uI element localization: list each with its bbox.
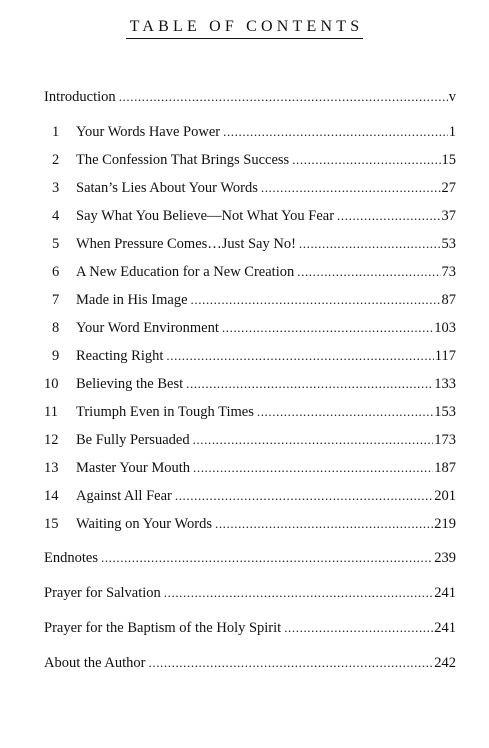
leader-dots bbox=[261, 179, 441, 197]
entry-title: Believing the Best bbox=[76, 376, 184, 392]
entry-title: Against All Fear bbox=[76, 488, 172, 504]
leader-dots bbox=[149, 654, 434, 672]
entry-title: Your Word Environment bbox=[76, 320, 219, 336]
entry-title: Be Fully Persuaded bbox=[76, 432, 190, 448]
entry-title: Say What You Believe—Not What You Fear bbox=[76, 208, 335, 224]
leader-dots bbox=[164, 584, 433, 602]
leader-dots bbox=[193, 431, 434, 449]
toc-entry-prayer-salvation[interactable] bbox=[44, 582, 456, 602]
entry-page: 15 bbox=[441, 152, 456, 168]
toc-chapter-1[interactable] bbox=[44, 121, 456, 141]
entry-page: 187 bbox=[434, 460, 456, 476]
chapter-number: 13 bbox=[44, 460, 59, 476]
toc-chapter-10[interactable] bbox=[44, 373, 456, 393]
toc-entry-endnotes[interactable] bbox=[44, 547, 456, 567]
leader-dots bbox=[191, 291, 441, 309]
toc-chapter-4[interactable] bbox=[44, 205, 456, 225]
entry-page: 153 bbox=[434, 404, 456, 420]
entry-title: The Confession That Brings Success bbox=[76, 152, 290, 168]
entry-page: 53 bbox=[441, 236, 456, 252]
entry-page: 241 bbox=[434, 585, 456, 601]
entry-title: Waiting on Your Words bbox=[76, 516, 212, 532]
entry-title: Triumph Even in Tough Times bbox=[76, 404, 254, 420]
toc-chapter-6[interactable] bbox=[44, 261, 456, 281]
entry-page: 103 bbox=[434, 320, 456, 336]
toc-chapter-13[interactable] bbox=[44, 457, 456, 477]
entry-title: Reacting Right bbox=[76, 348, 164, 364]
entry-page: 117 bbox=[434, 348, 456, 364]
toc-chapter-12[interactable] bbox=[44, 429, 456, 449]
entry-title: Prayer for Salvation bbox=[44, 585, 161, 601]
entry-page: 133 bbox=[434, 376, 456, 392]
page-title bbox=[0, 18, 489, 39]
entry-title: Master Your Mouth bbox=[76, 460, 190, 476]
leader-dots bbox=[337, 207, 440, 225]
leader-dots bbox=[119, 88, 448, 106]
toc-entry-prayer-baptism[interactable] bbox=[44, 617, 456, 637]
leader-dots bbox=[292, 151, 440, 169]
entry-page: 37 bbox=[441, 208, 456, 224]
chapter-number: 3 bbox=[52, 180, 60, 196]
chapter-number: 6 bbox=[52, 264, 60, 280]
chapter-number: 2 bbox=[52, 152, 60, 168]
entry-page: 201 bbox=[434, 488, 456, 504]
toc-chapter-3[interactable] bbox=[44, 177, 456, 197]
entry-title: Made in His Image bbox=[76, 292, 188, 308]
chapter-number: 10 bbox=[44, 376, 59, 392]
entry-title: Your Words Have Power bbox=[76, 124, 221, 140]
toc-chapter-5[interactable] bbox=[44, 233, 456, 253]
leader-dots bbox=[299, 235, 441, 253]
leader-dots bbox=[284, 619, 433, 637]
entry-page: 239 bbox=[434, 550, 456, 566]
entry-title: Endnotes bbox=[44, 550, 98, 566]
entry-page: 73 bbox=[441, 264, 456, 280]
toc-chapter-15[interactable] bbox=[44, 513, 456, 533]
toc-chapter-14[interactable] bbox=[44, 485, 456, 505]
chapter-number: 4 bbox=[52, 208, 60, 224]
entry-page: v bbox=[448, 89, 456, 105]
entry-page: 87 bbox=[441, 292, 456, 308]
entry-page: 1 bbox=[448, 124, 456, 140]
toc-chapter-11[interactable] bbox=[44, 401, 456, 421]
leader-dots bbox=[186, 375, 433, 393]
chapter-number: 9 bbox=[52, 348, 60, 364]
chapter-number: 5 bbox=[52, 236, 60, 252]
leader-dots bbox=[193, 459, 433, 477]
leader-dots bbox=[297, 263, 440, 281]
chapter-number: 7 bbox=[52, 292, 60, 308]
leader-dots bbox=[257, 403, 433, 421]
leader-dots bbox=[222, 319, 433, 337]
toc-entry-about-author[interactable] bbox=[44, 652, 456, 672]
entry-title: A New Education for a New Creation bbox=[76, 264, 295, 280]
chapter-number: 8 bbox=[52, 320, 60, 336]
entry-page: 219 bbox=[434, 516, 456, 532]
chapter-number: 14 bbox=[44, 488, 59, 504]
leader-dots bbox=[223, 123, 448, 141]
leader-dots bbox=[166, 347, 433, 365]
toc-chapter-2[interactable] bbox=[44, 149, 456, 169]
leader-dots bbox=[215, 515, 433, 533]
toc-chapter-8[interactable] bbox=[44, 317, 456, 337]
leader-dots bbox=[101, 549, 433, 567]
entry-page: 173 bbox=[434, 432, 456, 448]
chapter-number: 11 bbox=[44, 404, 58, 420]
entry-page: 242 bbox=[434, 655, 456, 671]
leader-dots bbox=[175, 487, 433, 505]
entry-page: 241 bbox=[434, 620, 456, 636]
entry-page: 27 bbox=[441, 180, 456, 196]
toc-chapter-9[interactable] bbox=[44, 345, 456, 365]
heading-text: TABLE OF CONTENTS bbox=[126, 18, 364, 39]
entry-title: About the Author bbox=[44, 655, 146, 671]
entry-title: Satan’s Lies About Your Words bbox=[76, 180, 258, 196]
chapter-number: 1 bbox=[52, 124, 60, 140]
entry-title: Introduction bbox=[44, 89, 116, 105]
toc-chapter-7[interactable] bbox=[44, 289, 456, 309]
entry-title: When Pressure Comes…Just Say No! bbox=[76, 236, 296, 252]
chapter-number: 12 bbox=[44, 432, 59, 448]
entry-title: Prayer for the Baptism of the Holy Spirit bbox=[44, 620, 282, 636]
chapter-number: 15 bbox=[44, 516, 59, 532]
toc-entry-introduction[interactable] bbox=[44, 86, 456, 106]
